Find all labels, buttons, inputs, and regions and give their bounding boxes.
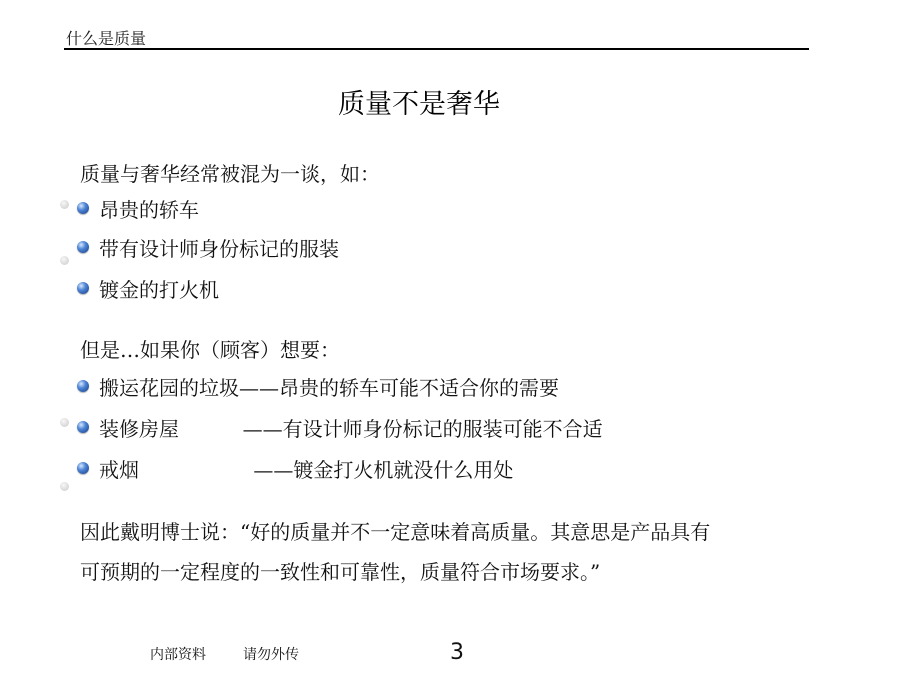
blue-sphere-bullet-icon [77,241,89,253]
but-text: 但是…如果你（顾客）想要： [80,338,340,362]
list-item [77,413,603,441]
blue-sphere-bullet-icon [77,202,89,214]
list-item-text: 镀金的打火机 [99,277,219,302]
intro-text: 质量与奢华经常被混为一谈，如： [80,162,380,186]
footer-confidential-label: 请勿外传 [243,647,299,663]
list-item-text: 昂贵的轿车 [99,197,199,222]
list-item [77,372,559,400]
list-item [77,454,513,482]
list-item-text: 戒烟 ——镀金打火机就没什么用处 [99,457,514,482]
gray-dot-icon [60,482,69,491]
slide-title: 质量不是奢华 [338,89,500,120]
header-divider [64,48,809,50]
gray-dot-icon [60,200,69,209]
gray-dot-icon [60,418,69,427]
gray-dot-icon [60,256,69,265]
blue-sphere-bullet-icon [77,380,89,392]
quote-line: 因此戴明博士说：“好的质量并不一定意味着高质量。其意思是产品具有 [80,520,711,544]
section-header: 什么是质量 [66,29,147,48]
footer-internal-label: 内部资料 [150,647,206,663]
list-item-text: 带有设计师身份标记的服装 [99,236,339,261]
blue-sphere-bullet-icon [77,462,89,474]
list-item [77,194,199,222]
list-item-text: 搬运花园的垃圾——昂贵的轿车可能不适合你的需要 [99,375,559,400]
quote-line: 可预期的一定程度的一致性和可靠性，质量符合市场要求。” [80,560,601,584]
blue-sphere-bullet-icon [77,421,89,433]
list-item-text: 装修房屋 ——有设计师身份标记的服装可能不合适 [99,416,603,441]
blue-sphere-bullet-icon [77,282,89,294]
list-item [77,274,219,302]
list-item [77,233,339,261]
page-number: 3 [450,640,464,665]
